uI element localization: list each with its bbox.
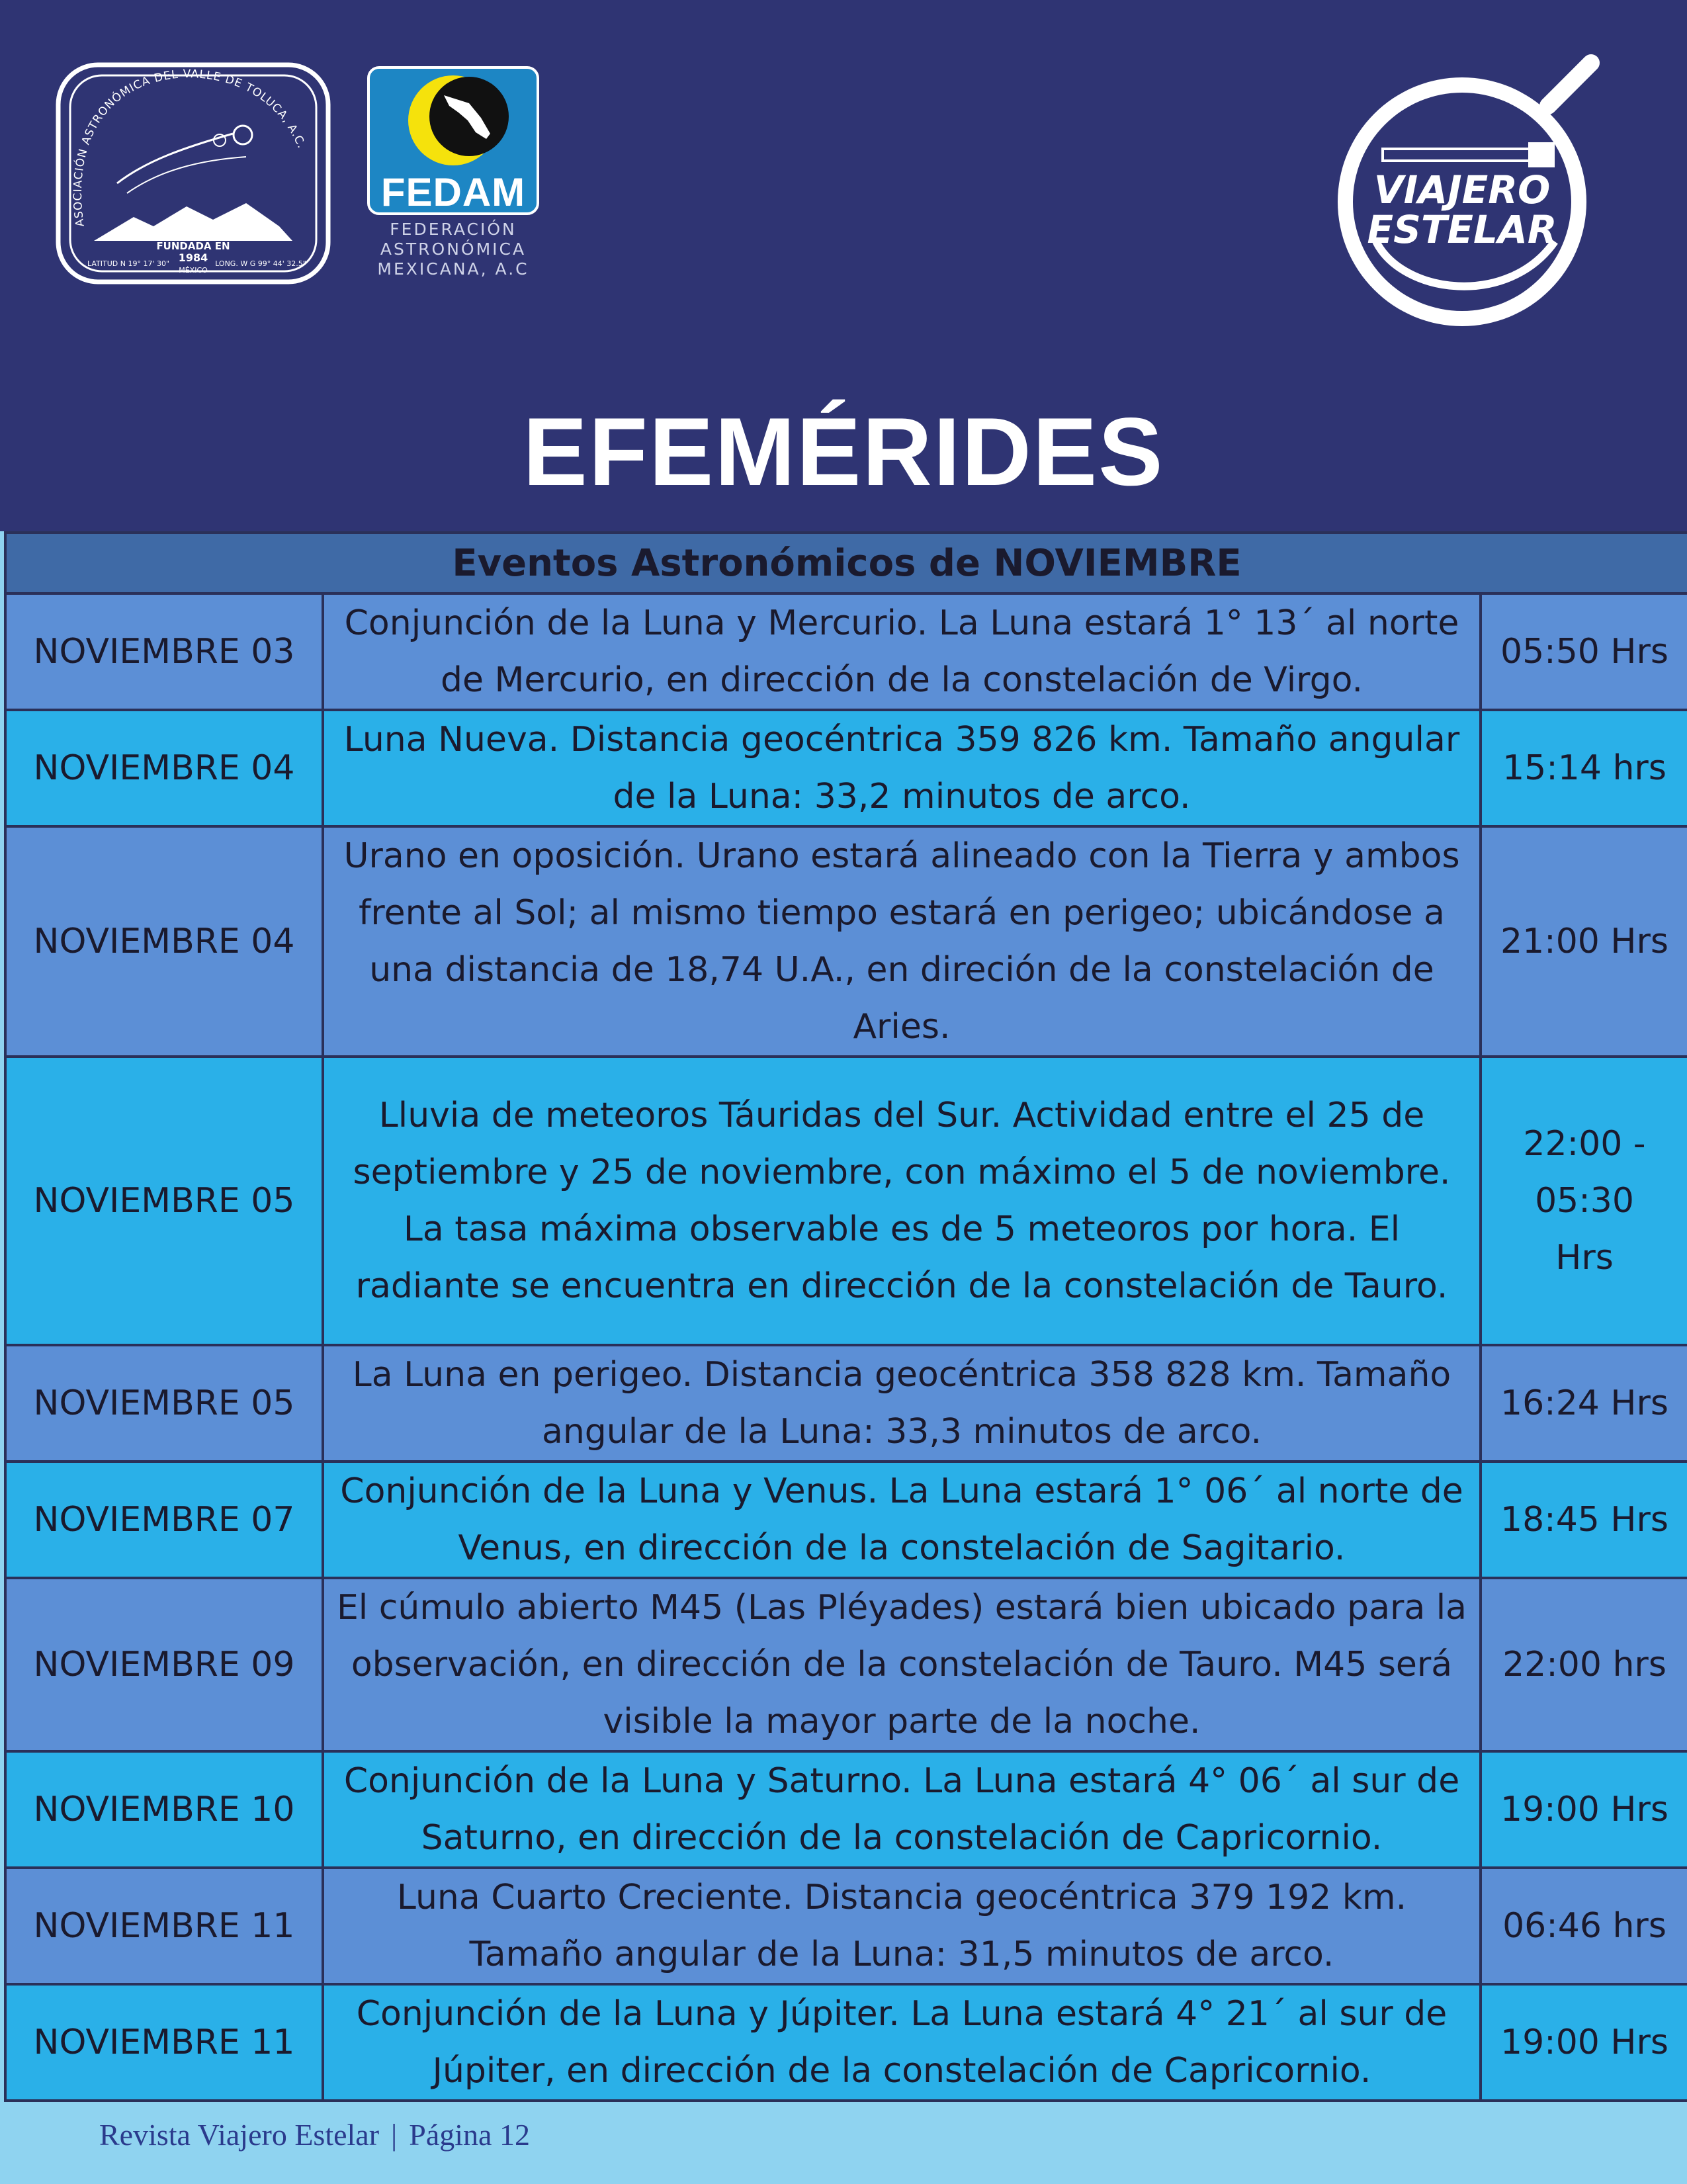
event-description: Conjunción de la Luna y Saturno. La Luna estará 4° 06´ al sur de Saturno, en dirección de la constelación de Capricornio.: [323, 1751, 1481, 1868]
event-date: NOVIEMBRE 10: [5, 1751, 323, 1868]
latitude-label: LATITUD N 19° 17' 30": [87, 259, 170, 268]
event-time: 22:00 - 05:30 Hrs: [1481, 1057, 1687, 1345]
event-date: NOVIEMBRE 04: [5, 826, 323, 1057]
event-time: 06:46 hrs: [1481, 1868, 1687, 1984]
fedam-caption: [367, 220, 539, 279]
event-time: 15:14 hrs: [1481, 710, 1687, 826]
table-row: [5, 1751, 1687, 1868]
fedam-caption-line: FEDERACIÓN: [390, 220, 517, 239]
event-time: 19:00 Hrs: [1481, 1751, 1687, 1868]
moon-mexico-icon: [370, 69, 537, 168]
event-date: NOVIEMBRE 09: [5, 1578, 323, 1751]
page-title: EFEMÉRIDES: [523, 398, 1164, 505]
event-description: Conjunción de la Luna y Júpiter. La Luna estará 4° 21´ al sur de Júpiter, en dirección de la constelación de Capricornio.: [323, 1984, 1481, 2101]
footer-page-number: Página 12: [409, 2118, 530, 2152]
table-row: [5, 1578, 1687, 1751]
event-description: Conjunción de la Luna y Venus. La Luna estará 1° 06´ al norte de Venus, en dirección de la constelación de Sagitario.: [323, 1462, 1481, 1578]
table-row: [5, 710, 1687, 826]
event-time: 18:45 Hrs: [1481, 1462, 1687, 1578]
fedam-word: FEDAM: [380, 170, 526, 214]
event-date: NOVIEMBRE 07: [5, 1462, 323, 1578]
fedam-logo: [367, 66, 539, 284]
country-label: MÉXICO: [179, 266, 208, 275]
event-time: 05:50 Hrs: [1481, 593, 1687, 710]
longitude-label: LONG. W G 99° 44' 32.5": [215, 259, 306, 268]
footer-separator: |: [391, 2118, 398, 2152]
event-date: NOVIEMBRE 03: [5, 593, 323, 710]
association-arc-text: ASOCIACIÓN ASTRONÓMICA DEL VALLE DE TOLUCA, A.C.: [71, 67, 308, 228]
founded-label: FUNDADA EN: [156, 240, 230, 252]
events-table: [4, 531, 1687, 2102]
viajero-line1: VIAJERO: [1373, 167, 1551, 212]
viajero-line2: ESTELAR: [1367, 207, 1557, 252]
event-description: Urano en oposición. Urano estará alineado con la Tierra y ambos frente al Sol; al mismo tiempo estará en perigeo; ubicándose a una distancia de 18,74 U.A., en direción de la constelación de Aries.: [323, 826, 1481, 1057]
table-caption: Eventos Astronómicos de NOVIEMBRE: [5, 533, 1687, 593]
event-time: 21:00 Hrs: [1481, 826, 1687, 1057]
event-description: La Luna en perigeo. Distancia geocéntrica 358 828 km. Tamaño angular de la Luna: 33,3 minutos de arco.: [323, 1345, 1481, 1462]
event-time: 22:00 hrs: [1481, 1578, 1687, 1751]
footer-magazine: Revista Viajero Estelar: [99, 2118, 380, 2152]
event-date: NOVIEMBRE 04: [5, 710, 323, 826]
fedam-caption-line: MEXICANA, A.C: [377, 259, 529, 279]
event-time: 19:00 Hrs: [1481, 1984, 1687, 2101]
event-time: 16:24 Hrs: [1481, 1345, 1687, 1462]
header-banner: [0, 0, 1687, 531]
event-description: Luna Nueva. Distancia geocéntrica 359 826 km. Tamaño angular de la Luna: 33,2 minutos de arco.: [323, 710, 1481, 826]
event-date: NOVIEMBRE 11: [5, 1984, 323, 2101]
table-row: [5, 1984, 1687, 2101]
page-footer: [99, 2117, 530, 2152]
event-date: NOVIEMBRE 11: [5, 1868, 323, 1984]
event-description: El cúmulo abierto M45 (Las Pléyades) estará bien ubicado para la observación, en dirección de la constelación de Tauro. M45 será visible la mayor parte de la noche.: [323, 1578, 1481, 1751]
event-date: NOVIEMBRE 05: [5, 1057, 323, 1345]
association-logo: [54, 61, 332, 286]
fedam-caption-line: ASTRONÓMICA: [380, 240, 527, 259]
table-row: [5, 1462, 1687, 1578]
table-row: [5, 1868, 1687, 1984]
fedam-badge: [367, 66, 539, 215]
event-date: NOVIEMBRE 05: [5, 1345, 323, 1462]
table-row: [5, 593, 1687, 710]
event-description: Luna Cuarto Creciente. Distancia geocéntrica 379 192 km. Tamaño angular de la Luna: 31,5 minutos de arco.: [323, 1868, 1481, 1984]
event-description: Lluvia de meteoros Táuridas del Sur. Actividad entre el 25 de septiembre y 25 de noviembre, con máximo el 5 de noviembre. La tasa máxima observable es de 5 meteoros por hora. El radiante se encuentra en dirección de la constelación de Tauro.: [323, 1057, 1481, 1345]
event-description: Conjunción de la Luna y Mercurio. La Luna estará 1° 13´ al norte de Mercurio, en dirección de la constelación de Virgo.: [323, 593, 1481, 710]
table-row: [5, 1057, 1687, 1345]
founded-year: 1984: [178, 251, 208, 264]
table-row: [5, 1345, 1687, 1462]
viajero-estelar-logo: [1330, 43, 1621, 334]
table-row: [5, 826, 1687, 1057]
